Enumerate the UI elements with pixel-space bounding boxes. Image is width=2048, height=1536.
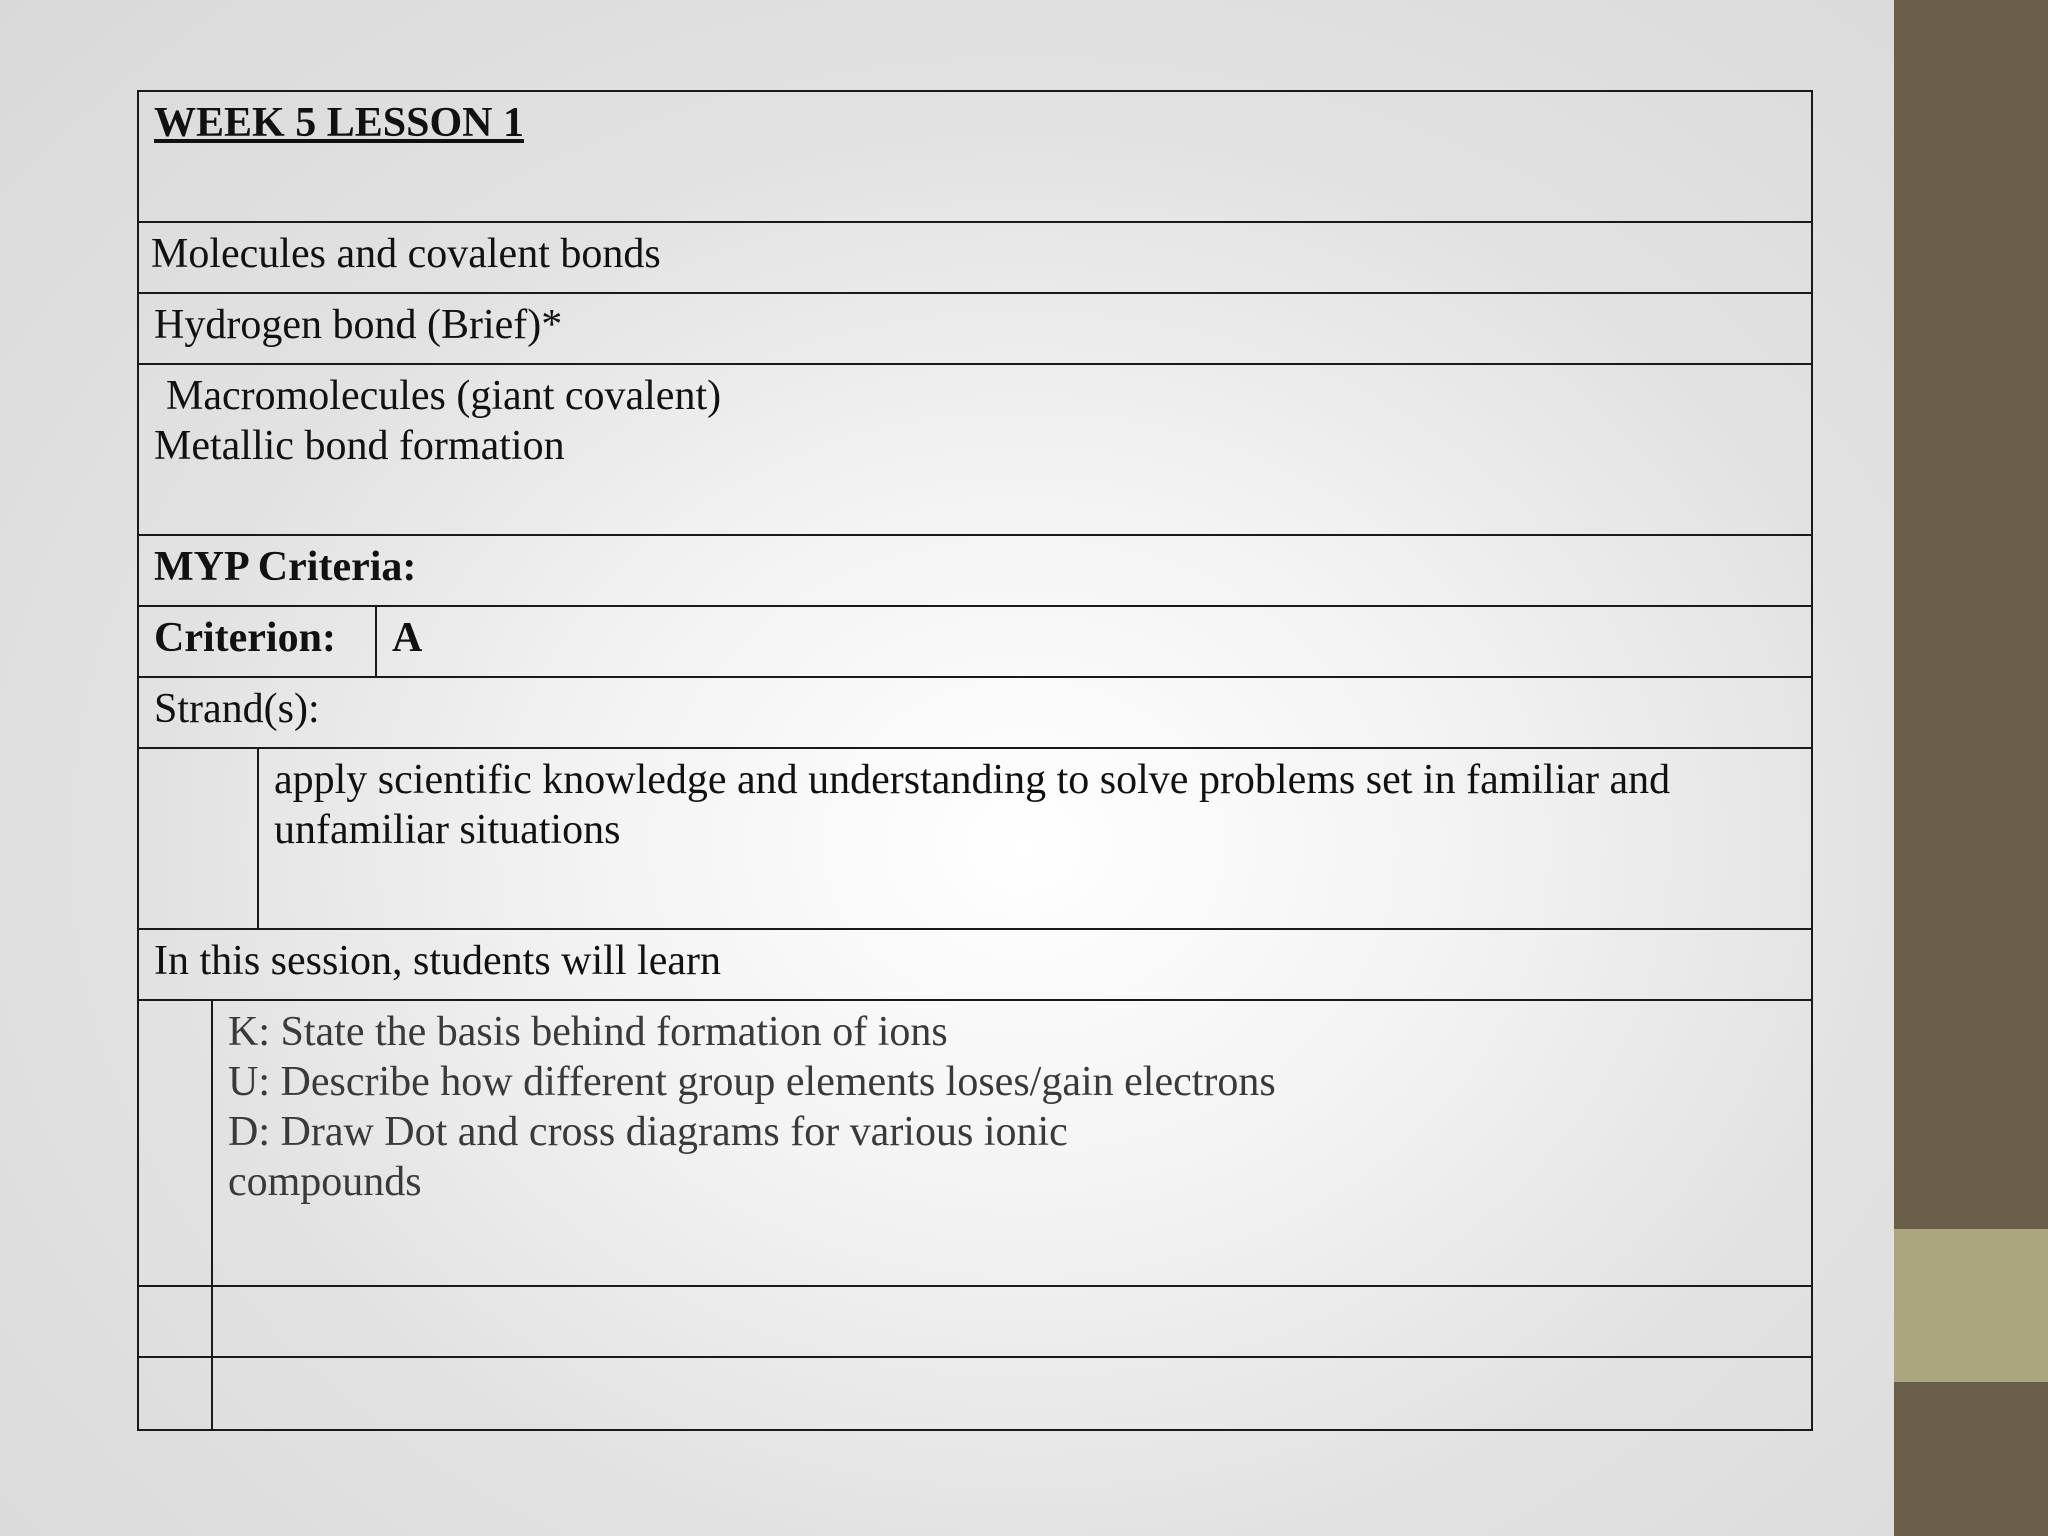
topic-row-hydrogen [139,294,1811,365]
topic-macro: Macromolecules (giant covalent) [166,373,722,419]
empty-cell-right-1 [213,1287,1811,1356]
title-row [139,92,1811,223]
decorative-band-bottom [1894,1382,2048,1536]
strand-blank-cell [139,749,259,928]
strand-text-line2: unfamiliar situations [274,807,621,853]
criterion-row [139,607,1811,678]
criterion-value: A [392,615,423,661]
empty-cell-left-2 [139,1358,213,1429]
objective-u: U: Describe how different group elements loses/gain electrons [228,1059,1276,1105]
criterion-label: Criterion: [139,607,377,676]
objectives-cell [213,1001,1811,1285]
topic-row-covalent [139,223,1811,294]
topic-macro-metallic-cell [139,365,1811,534]
objective-d-continued: compounds [228,1159,422,1205]
strand-text-line1: apply scientific knowledge and understanding to solve problems set in familiar and [274,757,1671,803]
empty-cell-left-1 [139,1287,213,1356]
myp-criteria-label: MYP Criteria: [154,544,417,590]
objective-k: K: State the basis behind formation of ions [228,1009,948,1055]
strand-row [139,749,1811,930]
empty-row-2 [139,1358,1811,1429]
topic-metallic: Metallic bond formation [154,423,565,469]
decorative-band-top [1894,0,2048,1229]
objective-d: D: Draw Dot and cross diagrams for various ionic [228,1109,1068,1155]
title-cell [139,92,1811,221]
topic-covalent: Molecules and covalent bonds [151,231,661,277]
session-row [139,930,1811,1001]
strand-text-cell [259,749,1811,928]
topic-hydrogen: Hydrogen bond (Brief)* [154,302,563,348]
objectives-row [139,1001,1811,1287]
objectives-blank-cell [139,1001,213,1285]
strands-label: Strand(s): [154,686,320,732]
decorative-band-middle [1894,1229,2048,1382]
strands-header-row [139,678,1811,749]
empty-row-1 [139,1287,1811,1358]
empty-cell-right-2 [213,1358,1811,1429]
topic-row-macro-metallic [139,365,1811,536]
lesson-title: WEEK 5 LESSON 1 [154,100,524,146]
myp-criteria-row [139,536,1811,607]
session-label: In this session, students will learn [154,938,721,984]
lesson-plan-table [137,90,1813,1431]
